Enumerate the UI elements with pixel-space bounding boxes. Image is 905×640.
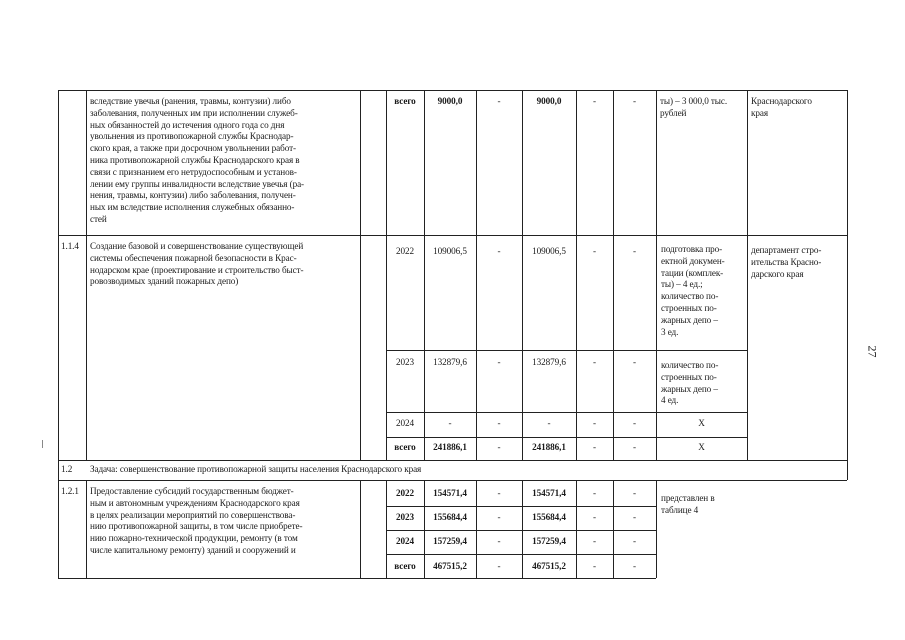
federal-cell: - (497, 536, 501, 546)
row-divider (58, 480, 847, 481)
col-divider (424, 90, 425, 460)
measure-description: вследствие увечья (ранения, травмы, контузии) либо заболевания, полученных им при исполнении служеб- ных обязанностей до истечения одного года со дня увольнения из противопожарной службы Краснодар- ского края, а также при досрочном увольнении работ- ника противопожарной службы Краснодарского края в связи с признанием его нетрудоспособным и установ- лении ему группы инвалидности вследствие увечья (ра- нения, травмы, контузии) либо заболевания, получен- ных им вследствие исполнения служебных обязанно- стей (90, 96, 305, 224)
local-cell: - (593, 561, 596, 571)
local-cell: - (593, 418, 596, 428)
measure-description: Создание базовой и совершенствование существующей системы обеспечения пожарной безопасности в Крас- нодарском крае (проектирование и строительство быст- ровозводимых зданий пожарных депо) (90, 241, 304, 287)
regional-cell: 132879,6 (532, 357, 566, 367)
local-cell: - (593, 96, 596, 106)
row-divider (386, 412, 747, 413)
year-cell: 2024 (396, 536, 414, 546)
row-number: 1.1.4 (61, 241, 79, 251)
year-cell: 2023 (396, 512, 414, 522)
result-cell: ты) – 3 000,0 тыс. рублей (660, 96, 728, 118)
total-cell: 467515,2 (433, 561, 467, 571)
task-heading: Задача: совершенствование противопожарной защиты населения Краснодарского края (90, 464, 422, 474)
result-cell: представлен в таблице 4 (661, 493, 715, 515)
other-cell: - (633, 418, 636, 428)
result-cell: подготовка про- ектной докумен- тации (комплек- ты) – 4 ед.; количество по- строенных по- жарных депо – 3 ед. (661, 244, 725, 337)
other-cell: - (633, 246, 636, 256)
federal-cell: - (497, 96, 501, 106)
scan-mark (42, 440, 43, 448)
total-cell: 157259,4 (433, 536, 467, 546)
col-divider (476, 90, 477, 460)
regional-cell: 241886,1 (532, 442, 566, 452)
year-cell: 2023 (396, 357, 414, 367)
executor-cell: департамент стро- ительства Красно- дарского края (751, 245, 822, 279)
row-divider (58, 235, 847, 236)
year-cell: 2022 (396, 246, 414, 256)
local-cell: - (593, 442, 596, 452)
other-cell: - (633, 536, 636, 546)
total-cell: 9000,0 (437, 96, 463, 106)
total-cell: 132879,6 (433, 357, 467, 367)
row-divider (386, 554, 656, 555)
total-cell: 155684,4 (433, 512, 467, 522)
other-cell: - (633, 512, 636, 522)
page-number: 27 (865, 345, 880, 358)
federal-cell: - (497, 561, 501, 571)
local-cell: - (593, 246, 596, 256)
federal-cell: - (497, 418, 501, 428)
other-cell: - (633, 442, 636, 452)
regional-cell: 9000,0 (536, 96, 562, 106)
col-divider (386, 90, 387, 460)
col-divider (360, 90, 361, 460)
year-cell: всего (394, 96, 416, 106)
row-divider (386, 506, 656, 507)
local-cell: - (593, 512, 596, 522)
col-divider (86, 90, 87, 460)
year-cell: 2022 (396, 488, 414, 498)
total-cell: 241886,1 (433, 442, 467, 452)
regional-cell: 157259,4 (532, 536, 566, 546)
executor-cell: Краснодарского края (751, 96, 812, 118)
total-cell: 154571,4 (433, 488, 467, 498)
table-border-top (58, 90, 847, 91)
row-divider (58, 460, 847, 461)
table-border-left (58, 90, 59, 578)
local-cell: - (593, 536, 596, 546)
local-cell: - (593, 488, 596, 498)
table-border-bottom (58, 578, 656, 579)
col-divider (656, 480, 657, 578)
federal-cell: - (497, 357, 501, 367)
result-cell: Х (698, 442, 705, 452)
year-cell: всего (394, 442, 416, 452)
regional-cell: 154571,4 (532, 488, 566, 498)
row-number: 1.2.1 (61, 486, 79, 496)
result-cell: количество по- строенных по- жарных депо – 4 ед. (661, 360, 719, 406)
col-divider (360, 480, 361, 578)
col-divider (613, 90, 614, 460)
regional-cell: 109006,5 (532, 246, 566, 256)
col-divider (576, 90, 577, 460)
federal-cell: - (497, 488, 501, 498)
col-divider (747, 90, 748, 460)
row-divider (386, 437, 747, 438)
federal-cell: - (497, 246, 501, 256)
col-divider (522, 90, 523, 460)
other-cell: - (633, 357, 636, 367)
table-border-right (847, 90, 848, 480)
year-cell: всего (394, 561, 416, 571)
regional-cell: 155684,4 (532, 512, 566, 522)
measure-description: Предоставление субсидий государственным бюджет- ным и автономным учреждениям Краснодарского края в целях реализации мероприятий по совершенствова- нию противопожарной защиты, в том числе приобрете- нию пожарно-технической продукции, ремонту (в том числе капитальному ремонту) зданий и сооружений и (90, 486, 303, 555)
federal-cell: - (497, 442, 501, 452)
local-cell: - (593, 357, 596, 367)
year-cell: 2024 (396, 418, 414, 428)
regional-cell: 467515,2 (532, 561, 566, 571)
total-cell: 109006,5 (433, 246, 467, 256)
federal-cell: - (497, 512, 501, 522)
total-cell: - (448, 418, 452, 428)
row-divider (386, 530, 656, 531)
other-cell: - (633, 488, 636, 498)
result-cell: Х (698, 418, 705, 428)
row-number: 1.2 (61, 464, 73, 474)
other-cell: - (633, 561, 636, 571)
col-divider (656, 90, 657, 460)
regional-cell: - (547, 418, 551, 428)
other-cell: - (633, 96, 636, 106)
row-divider (386, 350, 747, 351)
